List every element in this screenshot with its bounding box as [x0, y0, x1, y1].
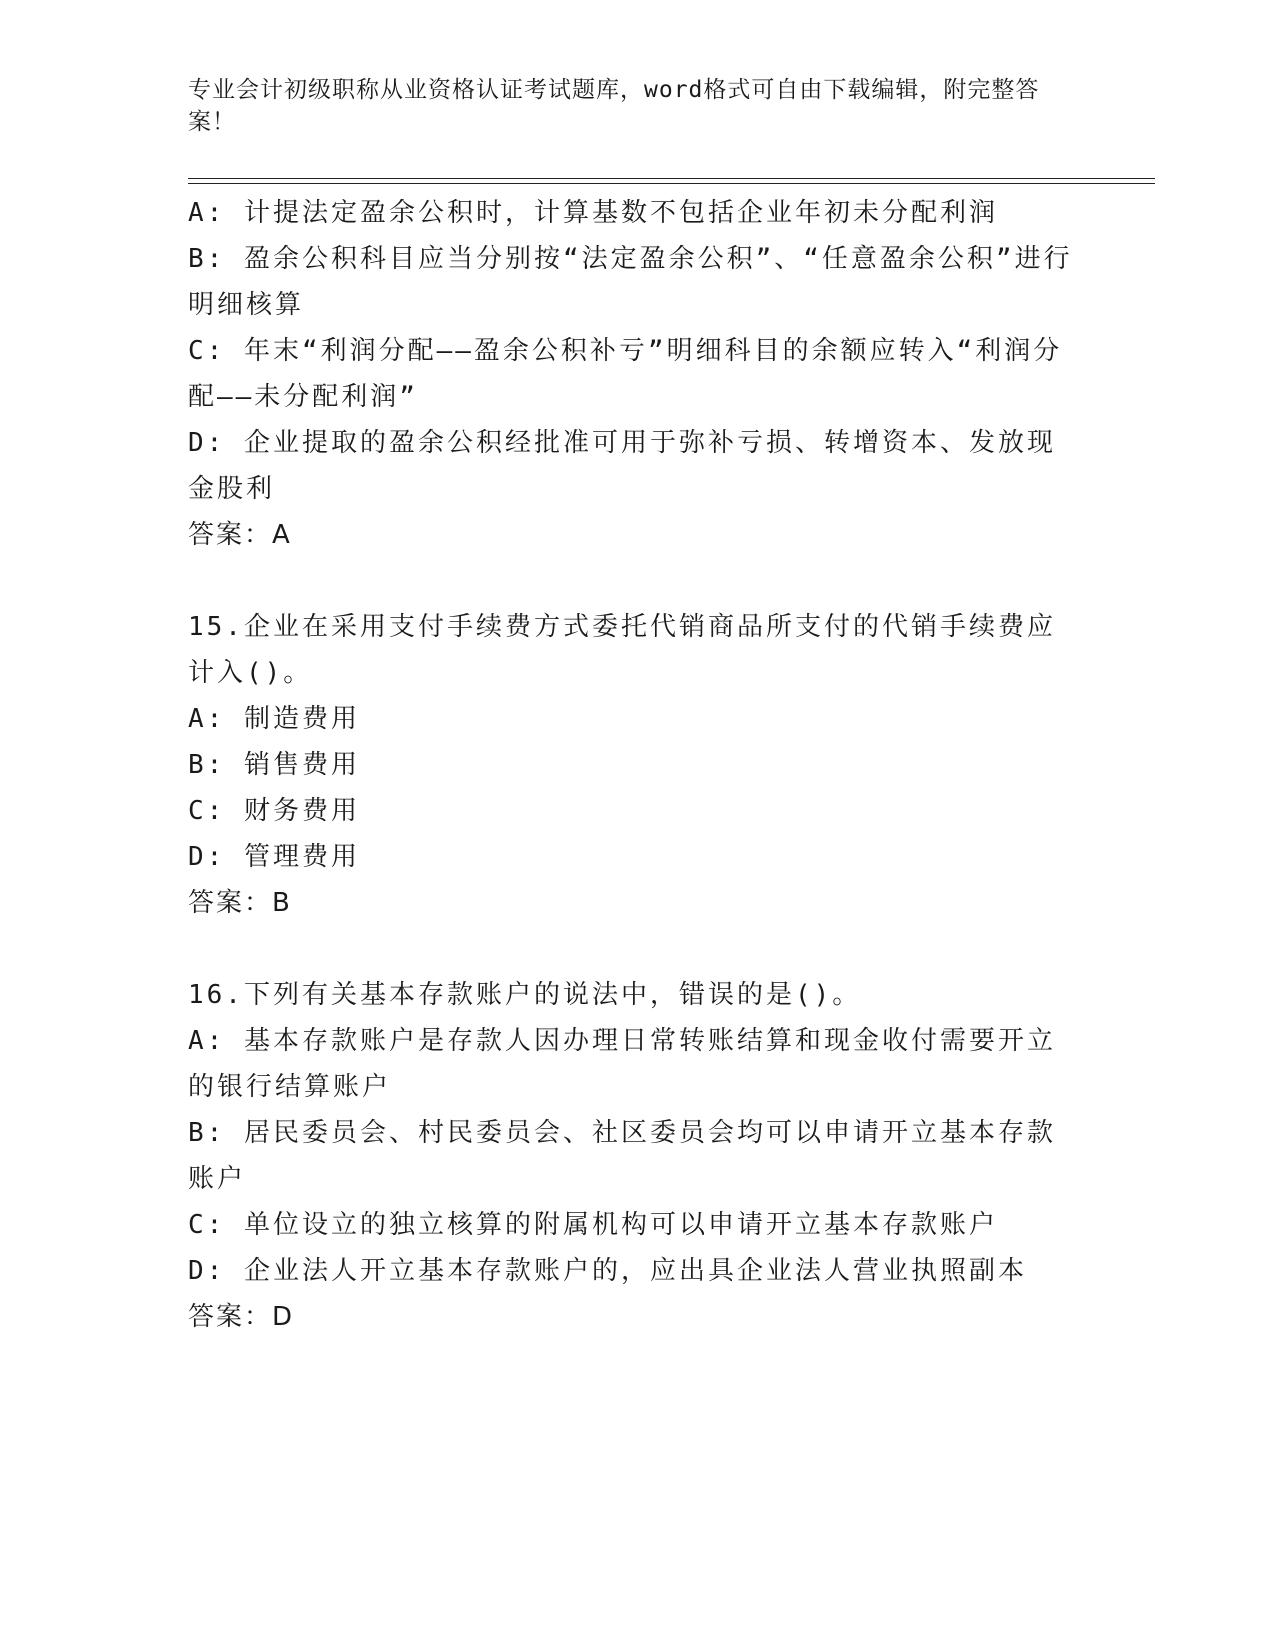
question-14-options — [188, 190, 1078, 558]
answer-line: 答案：D — [188, 1302, 295, 1332]
question-16 — [188, 972, 1078, 1340]
question-stem: 16.下列有关基本存款账户的说法中，错误的是()。 — [188, 980, 862, 1010]
option-c: C: 单位设立的独立核算的附属机构可以申请开立基本存款账户 — [188, 1210, 998, 1240]
spacer — [188, 926, 1078, 972]
answer-line: 答案：B — [188, 888, 292, 918]
answer-line: 答案：A — [188, 520, 292, 550]
option-a: A: 计提法定盈余公积时，计算基数不包括企业年初未分配利润 — [188, 198, 998, 228]
document-body — [188, 190, 1078, 1340]
option-b: B: 盈余公积科目应当分别按“法定盈余公积”、“任意盈余公积”进行明细核算 — [188, 244, 1073, 320]
option-d: D: 企业法人开立基本存款账户的，应出具企业法人营业执照副本 — [188, 1256, 1027, 1286]
question-15 — [188, 604, 1078, 926]
header-text: 专业会计初级职称从业资格认证考试题库，word格式可自由下载编辑，附完整答案！ — [188, 77, 1040, 135]
page-header — [188, 74, 1068, 138]
option-b: B: 居民委员会、村民委员会、社区委员会均可以申请开立基本存款账户 — [188, 1118, 1056, 1194]
option-c: C: 财务费用 — [188, 796, 360, 826]
option-a: A: 基本存款账户是存款人因办理日常转账结算和现金收付需要开立的银行结算账户 — [188, 1026, 1056, 1102]
option-a: A: 制造费用 — [188, 704, 360, 734]
header-rule-top — [188, 178, 1155, 179]
option-b: B: 销售费用 — [188, 750, 360, 780]
option-d: D: 企业提取的盈余公积经批准可用于弥补亏损、转增资本、发放现金股利 — [188, 428, 1056, 504]
spacer — [188, 558, 1078, 604]
header-rule-bottom — [188, 183, 1155, 184]
option-c: C: 年末“利润分配——盈余公积补亏”明细科目的余额应转入“利润分配——未分配利润” — [188, 336, 1063, 412]
question-stem: 15.企业在采用支付手续费方式委托代销商品所支付的代销手续费应计入()。 — [188, 612, 1056, 688]
option-d: D: 管理费用 — [188, 842, 360, 872]
